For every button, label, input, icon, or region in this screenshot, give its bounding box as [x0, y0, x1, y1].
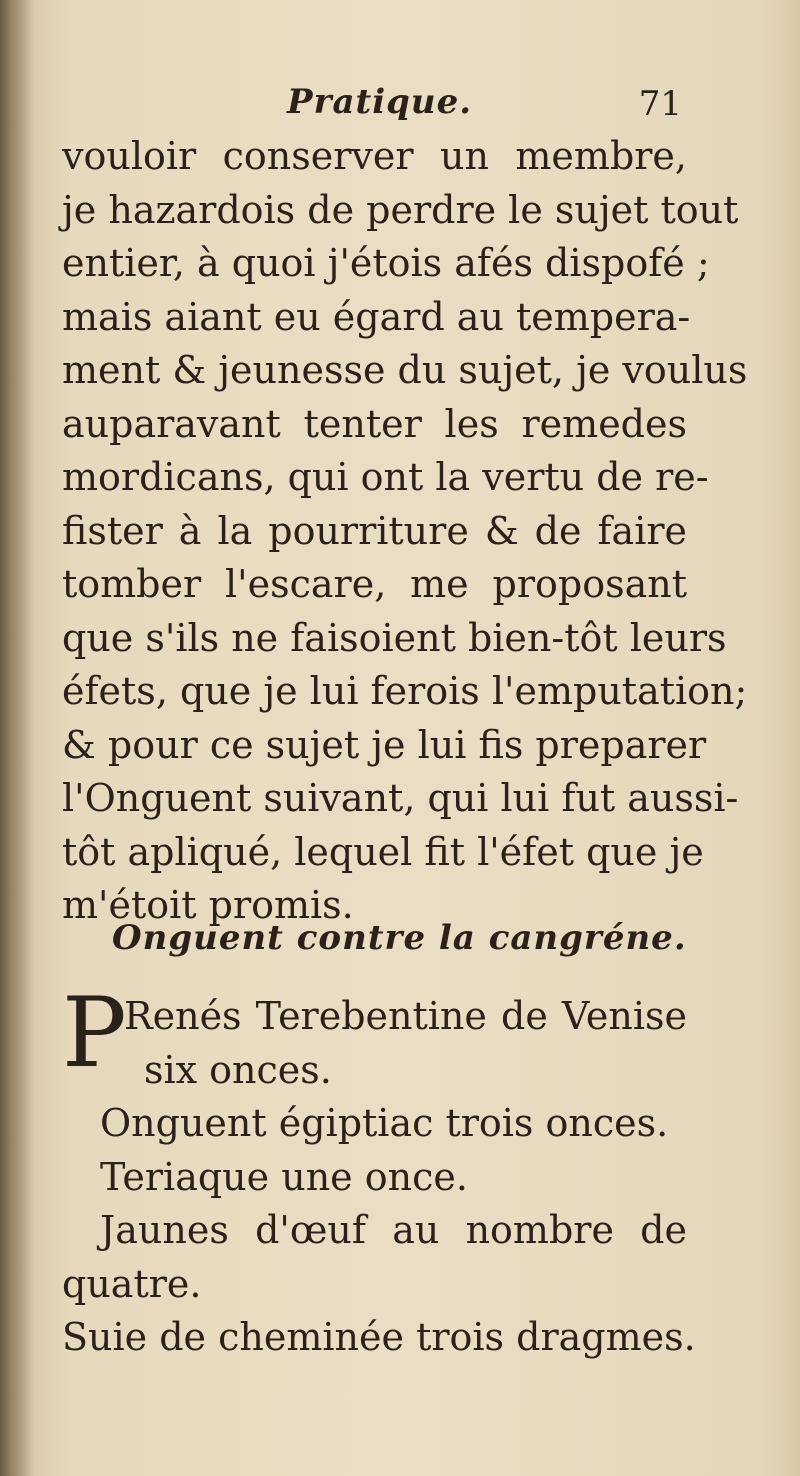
text-line: tomber l'escare, me proposant: [62, 562, 687, 606]
text-line: mais aiant eu égard au tempera-: [62, 294, 691, 339]
ingredient-line: Renés Terebentine de Venise: [124, 994, 687, 1038]
text-line: l'Onguent suivant, qui lui fut aussi-: [62, 776, 739, 820]
ingredient-line: Teriaque une once.: [100, 1154, 468, 1199]
drop-cap: P: [62, 977, 127, 1089]
text-line: fister à la pourriture & de faire: [62, 508, 687, 553]
ingredient-line: Suie de cheminée trois dragmes.: [62, 1315, 696, 1359]
running-head: [62, 82, 682, 132]
text-line: entier, à quoi j'étois afés dispofé ;: [62, 241, 710, 285]
recipe-ingredients: [62, 977, 696, 1365]
body-paragraph: [62, 130, 748, 933]
text-line: auparavant tenter les remedes: [62, 401, 687, 446]
text-line: je hazardois de perdre le sujet tout: [62, 187, 739, 232]
spine-shadow: [0, 0, 34, 1476]
running-title: Pratique.: [287, 82, 473, 122]
text-line: ment & jeunesse du sujet, je voulus: [62, 348, 748, 392]
text-line: vouloir conserver un membre,: [62, 134, 687, 178]
text-line: m'étoit promis.: [62, 883, 354, 927]
ingredient-line: Jaunes d'œuf au nombre de: [100, 1208, 687, 1252]
ingredient-line: six onces.: [144, 1047, 332, 1092]
text-line: tôt apliqué, lequel fit l'éfet que je: [62, 829, 704, 874]
text-line: que s'ils ne faisoient bien-tôt leurs: [62, 615, 727, 660]
page-number: 71: [638, 84, 682, 124]
ingredient-line: quatre.: [62, 1261, 202, 1306]
text-line: mordicans, qui ont la vertu de re-: [62, 455, 709, 499]
text-line: éfets, que je lui ferois l'emputation;: [62, 669, 748, 713]
recipe-title: Onguent contre la cangréne.: [112, 918, 687, 958]
text-line: & pour ce sujet je lui fis preparer: [62, 722, 707, 767]
ingredient-line: Onguent égiptiac trois onces.: [100, 1101, 669, 1145]
